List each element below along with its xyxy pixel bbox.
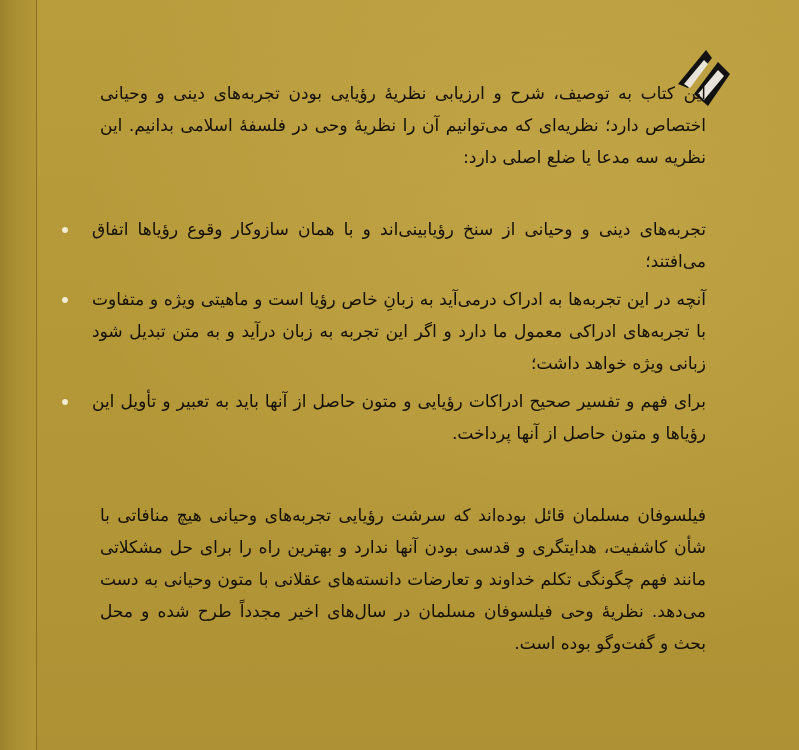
list-item: [92, 386, 706, 450]
bullet-icon: [62, 297, 68, 303]
claim-text: تجربه‌های دینی و وحیانی از سنخ رؤیابینی‌اند و با همان سازوکار وقوع رؤیاها اتفاق می‌افتند؛: [92, 220, 706, 272]
bullet-icon: [62, 227, 68, 233]
claim-text: برای فهم و تفسیر صحیح ادراکات رؤیایی و متون حاصل از آنها باید به تعبیر و تأویل این رؤیاها و متون حاصل از آنها پرداخت.: [92, 392, 706, 444]
list-item: [92, 284, 706, 380]
intro-paragraph: این کتاب به توصیف، شرح و ارزیابی نظریهٔ رؤیایی بودن تجربه‌های دینی و وحیانی اختصاص دارد؛ نظریه‌ای که می‌توانیم آن را نظریهٔ وحی در فلسفهٔ اسلامی بدانیم. این نظریه سه مدعا یا ضلع اصلی دارد:: [100, 84, 706, 168]
claims-list: [92, 214, 706, 456]
list-item: [92, 214, 706, 278]
closing-paragraph: فیلسوفان مسلمان قائل بوده‌اند که سرشت رؤیایی تجربه‌های وحیانی هیچ منافاتی با شأن کاشفیت، هدایتگری و قدسی بودن آنها ندارد و بهترین راه را برای حل مشکلاتی مانند فهم چگونگی تکلم خداوند و تعارضات دانسته‌های عقلانی با متون وحیانی به دست می‌دهد. نظریهٔ وحی فیلسوفان مسلمان در سال‌های اخیر مجدداً طرح شده و محل بحث و گفت‌وگو بوده است.: [100, 506, 706, 654]
claim-text: آنچه در این تجربه‌ها به ادراک درمی‌آید به زبانِ خاص رؤیا است و ماهیتی ویژه و متفاوت با تجربه‌های ادراکی معمول ما دارد و اگر این تجربه به زبان درآید و به متن تبدیل شود زبانی ویژه خواهد داشت؛: [92, 290, 706, 374]
book-spine: [0, 0, 37, 750]
bullet-icon: [62, 399, 68, 405]
